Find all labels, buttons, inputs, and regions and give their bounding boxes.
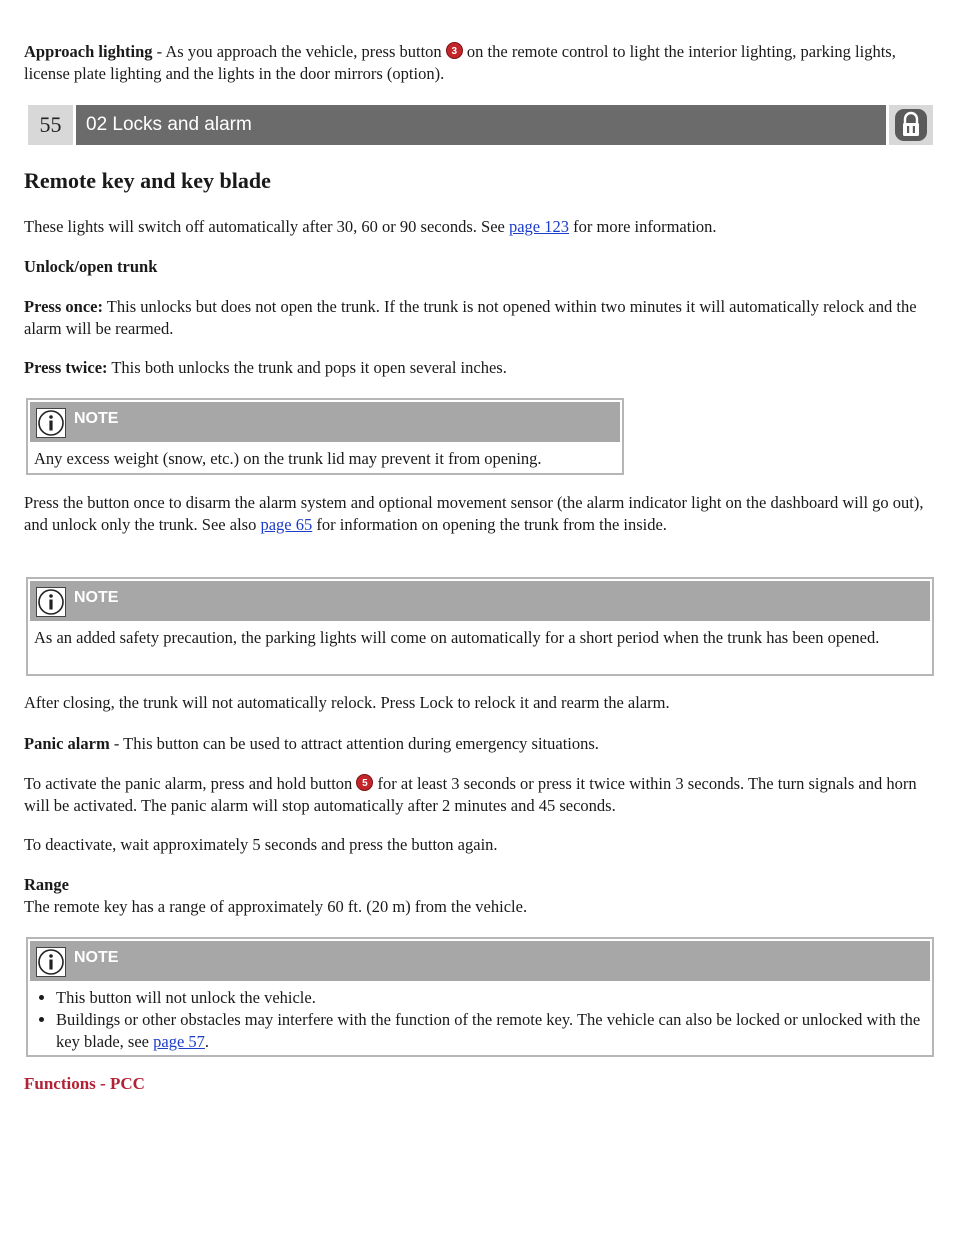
activate-text-b: for at least 3 seconds or press it twice within 3 seconds. The turn signals and horn will be activated. The panic alarm will stop automatically after 2 minutes and 45 seconds. — [24, 774, 917, 815]
press-once-text: This unlocks but does not open the trunk. If the trunk is not opened within two minutes it will automatically relock and the alarm will be rearmed. — [24, 297, 917, 338]
range-text: The remote key has a range of approximately 60 ft. (20 m) from the vehicle. — [24, 897, 528, 916]
approach-lighting-label: Approach lighting — [24, 42, 153, 61]
note-box-3 — [26, 937, 934, 1057]
disarm-paragraph — [24, 492, 934, 536]
approach-lighting-paragraph — [24, 41, 934, 85]
note-label: NOTE — [74, 949, 119, 966]
panic-alarm-label: Panic alarm — [24, 734, 110, 753]
list-item — [56, 1009, 926, 1053]
padlock-icon — [894, 108, 928, 142]
range-label: Range — [24, 875, 69, 894]
note3-item2-text: Buildings or other obstacles may interfere with the function of the remote key. The vehicle can also be locked or unlocked with the key blade, see — [56, 1010, 921, 1051]
link-page-57[interactable]: page 57 — [153, 1032, 205, 1051]
chapter-bar — [28, 105, 933, 145]
note3-item2-end: . — [204, 1032, 210, 1051]
press-once-label: Press once: — [24, 297, 103, 316]
info-icon — [36, 947, 66, 977]
activate-text-a: To activate the panic alarm, press and hold button — [24, 774, 357, 793]
unlock-trunk-heading — [24, 256, 934, 278]
next-section-link[interactable]: Functions - PCC — [24, 1074, 145, 1093]
link-page-65[interactable]: page 65 — [260, 515, 313, 534]
note-header — [30, 941, 930, 981]
note-header — [30, 402, 620, 442]
disarm-text-a: Press the button once to disarm the alarm system and optional movement sensor (the alarm indicator light on the dashboard will go out), and unlock only the trunk. See also — [24, 493, 924, 534]
approach-text-a: - As you approach the vehicle, press button — [152, 42, 446, 61]
note-box-1 — [26, 398, 624, 475]
note-body: Any excess weight (snow, etc.) on the trunk lid may prevent it from opening. — [34, 449, 542, 468]
press-twice-label: Press twice: — [24, 358, 108, 377]
unlock-trunk-label: Unlock/open trunk — [24, 257, 158, 276]
disarm-text-b: for information on opening the trunk from the inside. — [312, 515, 667, 534]
press-twice-paragraph — [24, 357, 934, 379]
button-3-icon: 3 — [446, 42, 463, 59]
note-header — [30, 581, 930, 621]
chapter-number: 55 — [28, 105, 73, 145]
note-body: As an added safety precaution, the parking lights will come on automatically for a short period when the trunk has been opened. — [34, 628, 880, 647]
info-icon — [36, 408, 66, 438]
chapter-title: 02 Locks and alarm — [76, 105, 886, 145]
approach-text-b: on the remote control to light the interior lighting, parking lights, license plate lighting and the lights in the door mirrors (option). — [24, 42, 896, 83]
press-twice-text: This both unlocks the trunk and pops it open several inches. — [107, 358, 507, 377]
activate-paragraph — [24, 773, 934, 817]
page-heading: Remote key and key blade — [24, 168, 271, 193]
chapter-icon-box — [889, 105, 933, 145]
button-5-icon: 5 — [356, 774, 373, 791]
press-once-paragraph — [24, 296, 934, 340]
list-item: • This button will not unlock the vehicle. — [56, 987, 926, 1009]
note-box-2 — [26, 577, 934, 676]
note-body — [28, 981, 932, 1057]
auto-off-text-a: These lights will switch off automatically after 30, 60 or 90 seconds. See — [24, 217, 509, 236]
panic-alarm-paragraph — [24, 733, 934, 755]
range-paragraph — [24, 874, 934, 918]
link-page-123[interactable]: page 123 — [508, 217, 569, 236]
note-label: NOTE — [74, 589, 119, 606]
auto-off-text-b: for more information. — [569, 217, 717, 236]
panic-alarm-text: - This button can be used to attract attention during emergency situations. — [109, 734, 599, 753]
after-close-paragraph: After closing, the trunk will not automatically relock. Press Lock to relock it and rearm the alarm. — [24, 693, 670, 712]
note-list — [34, 987, 926, 1053]
deactivate-paragraph: To deactivate, wait approximately 5 seconds and press the button again. — [24, 835, 498, 854]
note-label: NOTE — [74, 410, 119, 427]
info-icon — [36, 587, 66, 617]
auto-off-paragraph — [24, 216, 934, 238]
